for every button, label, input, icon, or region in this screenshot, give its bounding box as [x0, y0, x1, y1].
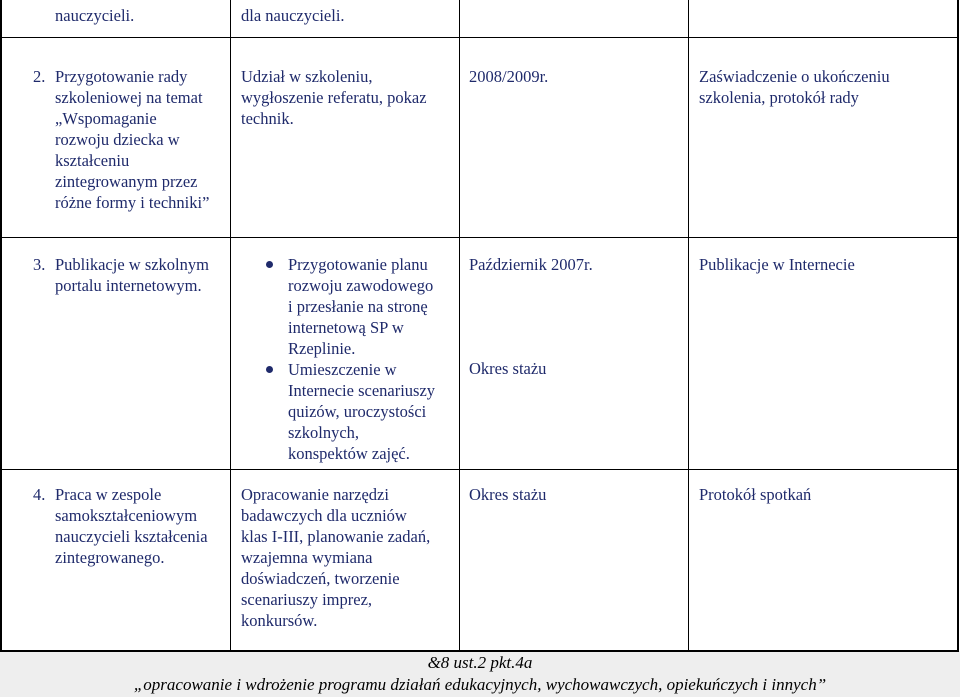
bullet-line: rozwoju zawodowego [288, 276, 434, 295]
row3-col3-period: Okres stażu [469, 359, 547, 378]
bullet-item [266, 359, 456, 464]
bullet-dot-icon [266, 261, 273, 268]
row4-col2-line: Opracowanie narzędzi [241, 485, 389, 504]
row4-col1-line: Praca w zespole [55, 485, 162, 504]
row4-col1-line: samokształceniowym [55, 506, 198, 525]
row2-col4-line: szkolenia, protokół rady [699, 88, 859, 107]
row4-col2 [241, 484, 456, 631]
row2-col1-line: „Wspomaganie [55, 109, 157, 128]
row3-col4: Publikacje w Internecie [699, 255, 855, 274]
row4-col2-line: konkursów. [241, 611, 318, 630]
table-divider-col3 [688, 0, 689, 651]
table-row-divider-2 [0, 237, 959, 238]
table-row-divider-3 [0, 469, 959, 470]
footer-border-top [0, 650, 959, 652]
row2-col1-line: szkoleniowej na temat [55, 88, 203, 107]
footer-paragraph-ref: &8 ust.2 pkt.4a [427, 653, 533, 672]
bullet-dot-icon [266, 366, 273, 373]
row3-col1-line: Publikacje w szkolnym [55, 255, 209, 274]
row4-col2-line: doświadczeń, tworzenie [241, 569, 400, 588]
row4-col2-line: klas I-III, planowanie zadań, [241, 527, 431, 546]
row3-col3-date: Październik 2007r. [469, 255, 593, 274]
row2-col4 [699, 66, 954, 108]
table-row-divider-1 [0, 37, 959, 38]
row3-number: 3. [33, 255, 46, 274]
row1-col2: dla nauczycieli. [241, 6, 345, 25]
row2-col1-line: kształceniu [55, 151, 130, 170]
row4-col1-line: nauczycieli kształcenia [55, 527, 208, 546]
footer-caption: „opracowanie i wdrożenie programu działań edukacyjnych, wychowawczych, opiekuńczych i innych” [133, 675, 827, 694]
row2-col1-line: rozwoju dziecka w [55, 130, 180, 149]
row2-col1-line: różne formy i techniki” [55, 193, 210, 212]
row4-col2-line: scenariuszy imprez, [241, 590, 373, 609]
table-divider-col1 [230, 0, 231, 651]
row2-col1-line: zintegrowanym przez [55, 172, 198, 191]
row2-col4-line: Zaświadczenie o ukończeniu [699, 67, 890, 86]
row3-col1 [33, 254, 229, 296]
bullet-line: i przesłanie na stronę [288, 297, 428, 316]
row1-col1: nauczycieli. [55, 6, 135, 25]
bullet-line: internetową SP w [288, 318, 404, 337]
bullet-line: Internecie scenariuszy [288, 381, 436, 400]
row4-col4: Protokół spotkań [699, 485, 812, 504]
row4-number: 4. [33, 485, 46, 504]
row4-col1-line: zintegrowanego. [55, 548, 165, 567]
row4-col2-line: badawczych dla uczniów [241, 506, 407, 525]
bullet-line: Rzeplinie. [288, 339, 356, 358]
row2-number: 2. [33, 67, 46, 86]
row2-col2-line: wygłoszenie referatu, pokaz [241, 88, 427, 107]
row4-col2-line: wzajemna wymiana [241, 548, 373, 567]
bullet-line: szkolnych, [288, 423, 360, 442]
bullet-line: konspektów zajęć. [288, 444, 410, 463]
row2-col2-line: Udział w szkoleniu, [241, 67, 373, 86]
row2-col1 [33, 66, 229, 213]
bullet-line: Umieszczenie w [288, 360, 397, 379]
row4-col3: Okres stażu [469, 485, 547, 504]
bullet-line: Przygotowanie planu [288, 255, 428, 274]
row2-col2-line: technik. [241, 109, 294, 128]
table-border-right [957, 0, 959, 697]
row2-col2 [241, 66, 456, 129]
table-divider-col2 [459, 0, 460, 651]
bullet-item [266, 254, 456, 359]
row2-col3: 2008/2009r. [469, 67, 549, 86]
row3-col2 [266, 254, 456, 464]
row3-col1-line: portalu internetowym. [55, 276, 202, 295]
row2-col1-line: Przygotowanie rady [55, 67, 188, 86]
row4-col1 [33, 484, 229, 568]
bullet-line: quizów, uroczystości [288, 402, 427, 421]
table-border-left [0, 0, 2, 697]
